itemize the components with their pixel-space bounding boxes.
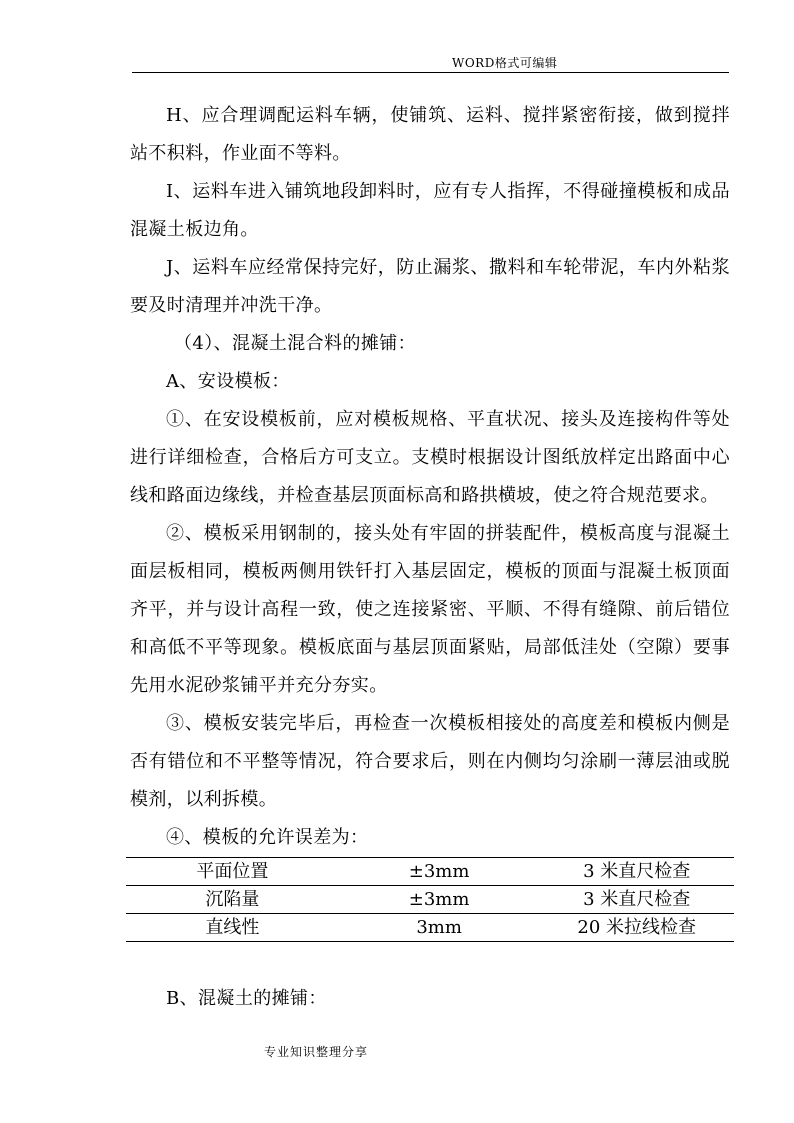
table-cell: 20 米拉线检查 [539,914,734,942]
table-cell: 直线性 [126,914,339,942]
paragraph-item-1: ①、在安设模板前，应对模板规格、平直状况、接头及连接构件等处进行详细检查，合格后方可支立。支模时根据设计图纸放样定出路面中心线和路面边缘线，并检查基层顶面标高和路拱横坡，使之符合规范要求。 [130,409,730,506]
table-row [126,858,734,886]
subheading-a: A、安设模板： [166,371,290,392]
paragraph-item-2: ②、模板采用钢制的，接头处有牢固的拼装配件，模板高度与混凝土面层板相同，模板两侧用铁钎打入基层固定，模板的顶面与混凝土板顶面齐平，并与设计高程一致，使之连接紧密、平顺、不得有缝隙、前后错位和高低不平等现象。模板底面与基层顶面紧贴，局部低洼处（空隙）要事先用水泥砂浆铺平并充分夯实。 [130,523,730,696]
paragraph-item-3: ③、模板安装完毕后，再检查一次模板相接处的高度差和模板内侧是否有错位和不平整等情况，符合要求后，则在内侧均匀涂刷一薄层油或脱模剂，以利拆模。 [130,713,730,810]
page-footer: 专业知识整理分享 [264,1045,369,1059]
table-cell: 3mm [339,914,540,942]
paragraph-h: H、应合理调配运料车辆，使铺筑、运料、搅拌紧密衔接，做到搅拌站不积料，作业面不等料。 [130,105,730,164]
document-body [130,97,730,1018]
table-cell: ±3mm [339,858,540,886]
subheading-b: B、混凝土的摊铺： [166,988,327,1009]
paragraph-item-4: ④、模板的允许误差为： [166,827,369,848]
table-cell: 3 米直尺检查 [539,886,734,914]
page-header [132,56,729,73]
header-text: WORD格式可编辑 [452,56,558,70]
paragraph-i: I、运料车进入铺筑地段卸料时，应有专人指挥，不得碰撞模板和成品混凝土板边角。 [130,181,730,240]
table-cell: 沉陷量 [126,886,339,914]
table-row [126,914,734,942]
table-row [126,886,734,914]
table-cell: ±3mm [339,886,540,914]
paragraph-j: J、运料车应经常保持完好，防止漏浆、撒料和车轮带泥，车内外粘浆要及时清理并冲洗干净。 [130,257,730,316]
section-heading-4: （4）、混凝土混合料的摊铺： [174,333,417,354]
table-cell: 3 米直尺检查 [539,858,734,886]
table-cell: 平面位置 [126,858,339,886]
tolerance-table [126,857,734,942]
